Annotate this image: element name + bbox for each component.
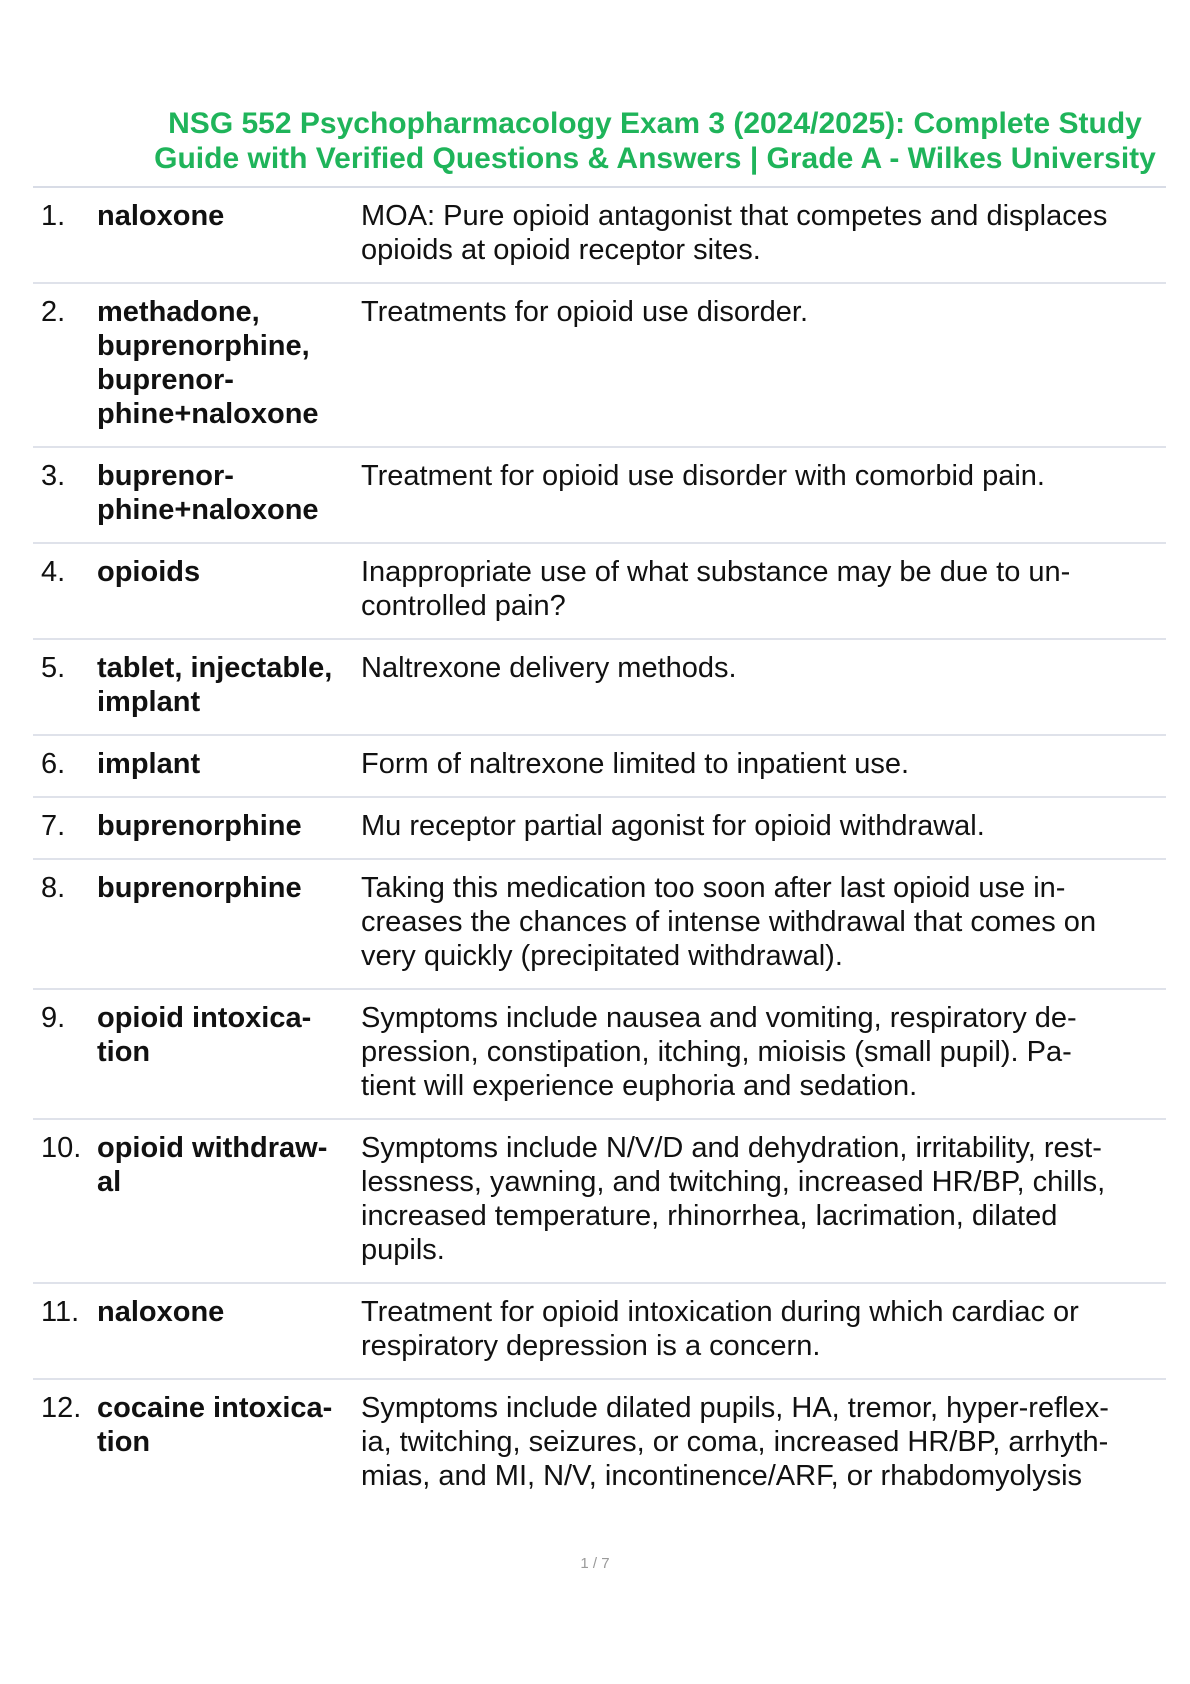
qa-term-line: al	[97, 1166, 122, 1198]
qa-term	[97, 295, 361, 431]
qa-number: 12.	[41, 1392, 82, 1424]
qa-definition	[361, 459, 1166, 527]
qa-definition	[361, 651, 1166, 719]
qa-term-line: phine+naloxone	[97, 494, 319, 526]
qa-definition-line: increased temperature, rhinorrhea, lacrimation, dilated	[361, 1200, 1058, 1232]
qa-definition-line: opioids at opioid receptor sites.	[361, 234, 761, 266]
qa-definition-line: lessness, yawning, and twitching, increased HR/BP, chills,	[361, 1166, 1106, 1198]
qa-row	[33, 1120, 1166, 1284]
qa-definition-line: Treatments for opioid use disorder.	[361, 296, 809, 328]
qa-term	[97, 199, 361, 267]
qa-row	[33, 284, 1166, 448]
qa-row	[33, 544, 1166, 640]
qa-term-line: naloxone	[97, 1296, 225, 1328]
qa-definition-line: pression, constipation, itching, mioisis (small pupil). Pa-	[361, 1036, 1072, 1068]
qa-definition-line: Symptoms include dilated pupils, HA, tremor, hyper-reflex-	[361, 1392, 1109, 1424]
qa-term-line: buprenorphine	[97, 872, 302, 904]
qa-row	[33, 640, 1166, 736]
qa-definition-line: MOA: Pure opioid antagonist that competes and displaces	[361, 200, 1108, 232]
qa-row	[33, 188, 1166, 284]
qa-definition	[361, 1391, 1166, 1493]
qa-term	[97, 1295, 361, 1363]
qa-definition-line: Taking this medication too soon after last opioid use in-	[361, 872, 1066, 904]
qa-term	[97, 555, 361, 623]
qa-definition-line: very quickly (precipitated withdrawal).	[361, 940, 843, 972]
qa-number: 8.	[41, 872, 66, 904]
qa-term-line: opioid intoxica-	[97, 1002, 312, 1034]
qa-term-line: buprenor-	[97, 460, 234, 492]
qa-list	[33, 188, 1166, 1508]
qa-definition-line: Inappropriate use of what substance may be due to un-	[361, 556, 1071, 588]
qa-term-line: methadone,	[97, 296, 260, 328]
qa-row	[33, 1284, 1166, 1380]
qa-term-line: opioid withdraw-	[97, 1132, 328, 1164]
qa-row	[33, 448, 1166, 544]
qa-term	[97, 1131, 361, 1267]
qa-definition-line: creases the chances of intense withdrawal that comes on	[361, 906, 1097, 938]
qa-number: 1.	[41, 200, 66, 232]
qa-definition-line: Treatment for opioid intoxication during which cardiac or	[361, 1296, 1079, 1328]
qa-number: 11.	[41, 1296, 80, 1328]
qa-definition	[361, 809, 1166, 843]
qa-definition	[361, 1001, 1166, 1103]
qa-number: 9.	[41, 1002, 66, 1034]
qa-definition-line: controlled pain?	[361, 590, 566, 622]
qa-definition	[361, 295, 1166, 431]
qa-term-line: tablet, injectable,	[97, 652, 333, 684]
qa-row	[33, 860, 1166, 990]
qa-term	[97, 809, 361, 843]
qa-term-line: buprenorphine	[97, 810, 302, 842]
qa-definition	[361, 871, 1166, 973]
qa-term	[97, 1391, 361, 1493]
qa-definition	[361, 1295, 1166, 1363]
qa-number: 7.	[41, 810, 66, 842]
qa-number: 2.	[41, 296, 66, 328]
document-title	[130, 106, 1180, 176]
qa-definition	[361, 555, 1166, 623]
qa-definition-line: Mu receptor partial agonist for opioid withdrawal.	[361, 810, 985, 842]
qa-term	[97, 651, 361, 719]
qa-term-line: phine+naloxone	[97, 398, 319, 430]
qa-term-line: tion	[97, 1426, 151, 1458]
qa-definition-line: Symptoms include nausea and vomiting, respiratory de-	[361, 1002, 1077, 1034]
qa-term-line: naloxone	[97, 200, 225, 232]
qa-term	[97, 871, 361, 973]
document-title-line-1: NSG 552 Psychopharmacology Exam 3 (2024/2025): Complete Study	[168, 107, 1142, 140]
qa-term-line: opioids	[97, 556, 201, 588]
qa-number: 10.	[41, 1132, 82, 1164]
qa-term-line: buprenor-	[97, 364, 234, 396]
qa-row	[33, 798, 1166, 860]
qa-term-line: tion	[97, 1036, 151, 1068]
qa-term	[97, 1001, 361, 1103]
qa-definition	[361, 747, 1166, 781]
qa-term-line: implant	[97, 686, 201, 718]
qa-number: 5.	[41, 652, 66, 684]
qa-definition-line: Naltrexone delivery methods.	[361, 652, 737, 684]
qa-number: 3.	[41, 460, 66, 492]
qa-definition	[361, 199, 1166, 267]
qa-definition-line: Symptoms include N/V/D and dehydration, irritability, rest-	[361, 1132, 1102, 1164]
page-number: 1 / 7	[580, 1555, 610, 1572]
qa-term-line: implant	[97, 748, 201, 780]
qa-term-line: cocaine intoxica-	[97, 1392, 333, 1424]
qa-definition-line: pupils.	[361, 1234, 445, 1266]
qa-definition-line: respiratory depression is a concern.	[361, 1330, 821, 1362]
document-title-line-2: Guide with Verified Questions & Answers | Grade A - Wilkes University	[154, 142, 1156, 175]
qa-definition-line: tient will experience euphoria and sedation.	[361, 1070, 918, 1102]
qa-definition-line: Treatment for opioid use disorder with comorbid pain.	[361, 460, 1045, 492]
qa-row	[33, 990, 1166, 1120]
qa-term	[97, 459, 361, 527]
qa-definition	[361, 1131, 1166, 1267]
qa-term	[97, 747, 361, 781]
qa-row	[33, 736, 1166, 798]
qa-term-line: buprenorphine,	[97, 330, 310, 362]
qa-number: 6.	[41, 748, 66, 780]
qa-definition-line: mias, and MI, N/V, incontinence/ARF, or rhabdomyolysis	[361, 1460, 1083, 1492]
qa-definition-line: Form of naltrexone limited to inpatient use.	[361, 748, 910, 780]
qa-row	[33, 1380, 1166, 1508]
qa-number: 4.	[41, 556, 66, 588]
qa-definition-line: ia, twitching, seizures, or coma, increased HR/BP, arrhyth-	[361, 1426, 1109, 1458]
